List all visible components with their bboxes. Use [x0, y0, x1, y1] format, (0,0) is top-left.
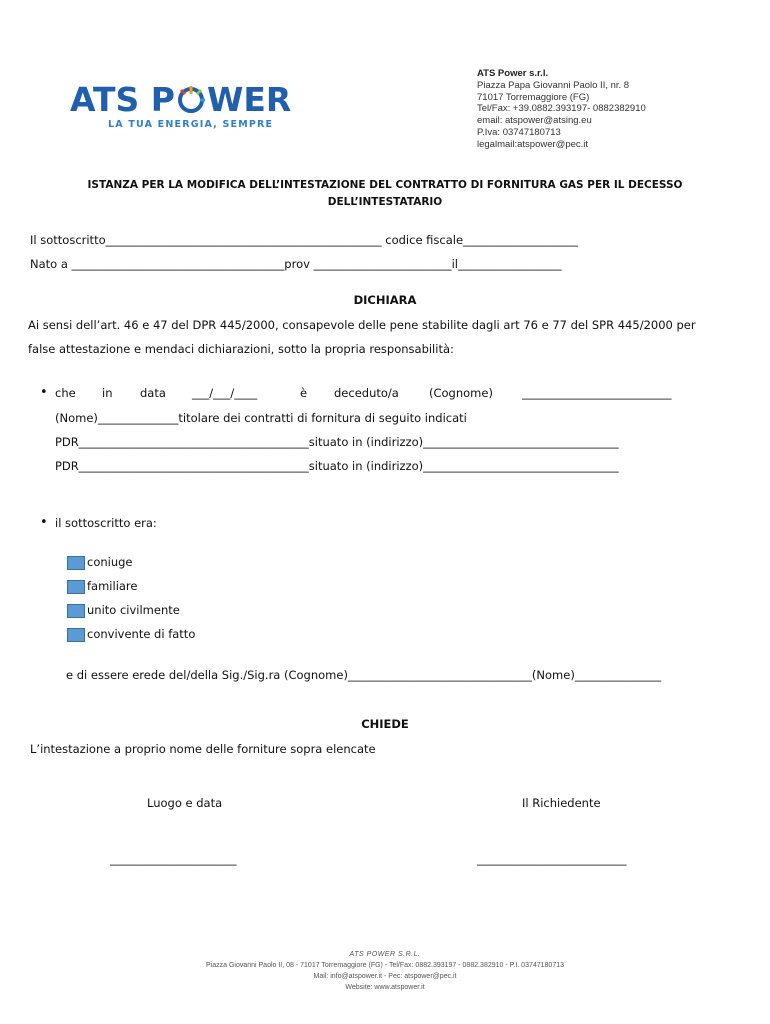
option-coniuge-label: coniuge	[87, 555, 133, 569]
dichiara-paragraph-line-1: Ai sensi dell’art. 46 e 47 del DPR 445/2000, consapevole delle pene stabilite dagli art 76 e 77 del SPR 445/2000 per	[28, 318, 696, 332]
company-email: email: atspower@atsing.eu	[477, 115, 592, 127]
chiede-text: L’intestazione a proprio nome delle forniture sopra elencate	[30, 742, 376, 756]
logo-tagline: LA TUA ENERGIA, SEMPRE	[108, 119, 274, 130]
bullet-icon: •	[40, 385, 48, 400]
deceased-word-data: data	[140, 386, 166, 400]
title-line-1: ISTANZA PER LA MODIFICA DELL’INTESTAZIONE DEL CONTRATTO DI FORNITURA GAS PER IL DECESSO	[87, 179, 683, 191]
deceased-word-in: in	[102, 386, 113, 400]
option-familiare-label: familiare	[87, 579, 138, 593]
document-title	[0, 177, 770, 211]
footer-address: Piazza Giovanni Paolo II, 08 - 71017 Torremaggiore (FG) - Tel/Fax: 0882.393197 - 0882.382910 - P.I. 03747180713	[205, 962, 564, 969]
option-unito-civilmente-label: unito civilmente	[87, 603, 180, 617]
footer-company-name: ATS POWER S.R.L.	[349, 951, 421, 958]
birth-field-line: Nato a _____________________________________prov ________________________il__________________	[30, 257, 562, 271]
company-phone: Tel/Fax: +39.0882.393197- 0882382910	[477, 103, 646, 115]
sottoscritto-field-line: Il sottoscritto________________________________________________ codice fiscale____________________	[30, 233, 579, 247]
deceased-cognome-field: __________________________	[522, 386, 672, 400]
checkbox-convivente[interactable]	[67, 628, 85, 642]
luogo-data-label: Luogo e data	[147, 796, 223, 810]
deceased-word-che: che	[55, 386, 76, 400]
ats-power-logo	[70, 82, 291, 130]
deceased-cognome-label: (Cognome)	[429, 386, 493, 400]
bullet-icon: •	[40, 515, 48, 530]
checkbox-coniuge[interactable]	[67, 556, 85, 570]
dichiara-heading: DICHIARA	[353, 293, 417, 307]
dichiara-paragraph-line-2: false attestazione e mendaci dichiarazioni, sotto la propria responsabilità:	[28, 342, 454, 356]
power-o-icon	[176, 85, 206, 115]
logo-word-left: ATS P	[70, 80, 175, 119]
page-footer	[0, 949, 770, 993]
luogo-data-signature-line: ______________________	[110, 852, 237, 866]
logo-wordmark	[70, 82, 291, 118]
title-line-2: DELL’INTESTATARIO	[327, 196, 443, 208]
company-address: Piazza Papa Giovanni Paolo II, nr. 8	[477, 79, 630, 91]
footer-website: Website: www.atspower.it	[345, 984, 425, 991]
deceased-nome-line: (Nome)______________titolare dei contratti di fornitura di seguito indicati	[55, 411, 467, 425]
pdr-line-1: PDR________________________________________situato in (indirizzo)__________________________________	[55, 435, 619, 449]
footer-mail: Mail: info@atspower.it - Pec: atspower@pec.it	[313, 973, 457, 980]
deceased-word-deceduto: deceduto/a	[334, 386, 399, 400]
richiedente-label: Il Richiedente	[522, 796, 601, 810]
company-pec: legalmail:atspower@pec.it	[477, 138, 589, 150]
erede-line: e di essere erede del/della Sig./Sig.ra (Cognome)________________________________(Nome)_______________	[66, 668, 662, 682]
logo-word-right: WER	[206, 80, 292, 119]
checkbox-unito-civilmente[interactable]	[67, 604, 85, 618]
relation-label: il sottoscritto era:	[55, 516, 157, 530]
company-info-block	[477, 68, 646, 151]
company-city: 71017 Torremaggiore (FG)	[477, 91, 590, 103]
pdr-line-2: PDR________________________________________situato in (indirizzo)__________________________________	[55, 459, 619, 473]
death-date-field: ___/___/____	[192, 386, 258, 400]
option-convivente-label: convivente di fatto	[87, 627, 196, 641]
richiedente-signature-line: __________________________	[477, 852, 627, 866]
company-vat: P.Iva: 03747180713	[477, 126, 561, 138]
deceased-word-e: è	[300, 386, 308, 400]
chiede-heading: CHIEDE	[361, 717, 409, 731]
checkbox-familiare[interactable]	[67, 580, 85, 594]
company-name: ATS Power s.r.l.	[477, 68, 549, 79]
